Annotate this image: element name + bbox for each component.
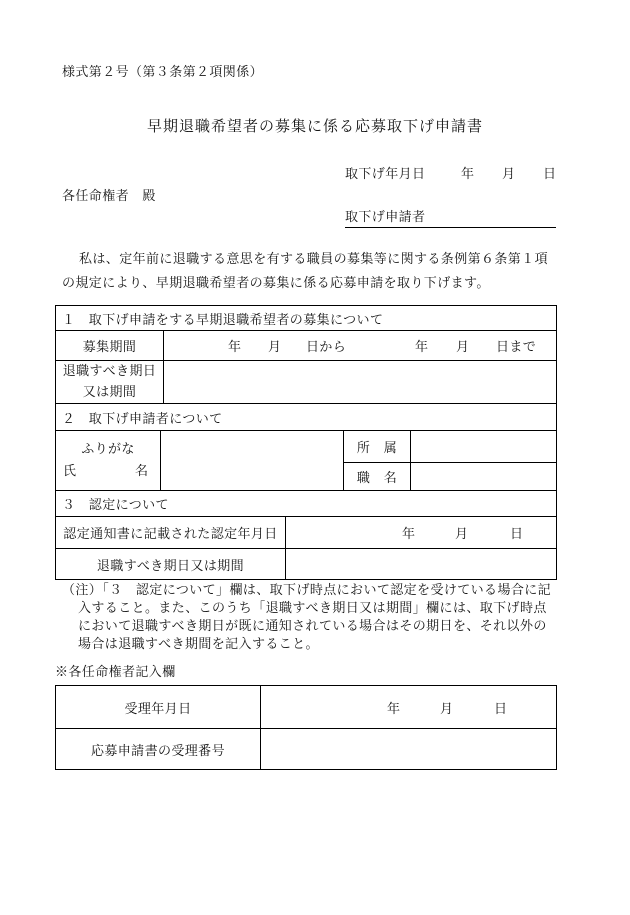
position-label: 職 名 [344, 462, 410, 490]
retirement-date-row [56, 360, 556, 403]
form-title: 早期退職希望者の募集に係る応募取下げ申請書 [146, 117, 483, 135]
certified-retirement-date-row [56, 548, 556, 579]
authority-table [55, 685, 557, 770]
applicant-info-row [56, 430, 556, 490]
receipt-date-row [56, 686, 556, 728]
retirement-date-value [163, 361, 556, 403]
certification-year: 年 [402, 527, 416, 542]
certification-date-label: 認定通知書に記載された認定年月日 [63, 527, 278, 542]
withdrawal-date-label: 取下げ年月日 [345, 167, 426, 182]
receipt-number-row [56, 728, 556, 769]
section-2-heading-row [56, 403, 556, 430]
applicant-label: 取下げ申請者 [345, 210, 426, 225]
authority-section-heading: ※各任命権者記入欄 [55, 665, 176, 680]
recruitment-period-row [56, 330, 556, 360]
addressee: 各任命権者 殿 [62, 189, 156, 204]
section-1-heading: １ 取下げ申請をする早期退職希望者の募集について [62, 312, 384, 328]
application-table [55, 305, 557, 580]
retirement-date-label-line-2: 又は期間 [82, 385, 137, 400]
receipt-number-value [260, 729, 556, 769]
period-to-year: 年 [415, 340, 429, 355]
receipt-date-value [260, 686, 556, 728]
retirement-date-label-line-1: 退職すべき期日 [62, 364, 157, 379]
section-2-heading: ２ 取下げ申請者について [62, 411, 223, 427]
withdrawal-date-month: 月 [502, 167, 516, 182]
statement-line-1: 私は、定年前に退職する意思を有する職員の募集等に関する条例第６条第１項 [79, 252, 549, 267]
receipt-year: 年 [387, 701, 401, 717]
certification-month: 月 [455, 527, 469, 542]
section-3-heading: ３ 認定について [62, 498, 169, 513]
period-to-day: 日まで [496, 340, 537, 355]
period-from-day: 日から [306, 340, 347, 355]
certification-date-value [285, 517, 556, 548]
affiliation-label: 所 属 [356, 441, 398, 456]
name-label: 氏名 [63, 463, 208, 479]
note-line-3: において退職すべき期日が既に通知されている場合はその期日を、それ以外の [78, 619, 547, 634]
note-line-4: 場合は退職すべき期間を記入すること。 [78, 637, 319, 652]
affiliation-position-label-cell [343, 431, 410, 490]
position-value [411, 462, 556, 490]
affiliation-position-value-cell [410, 431, 556, 490]
certification-date-row [56, 516, 556, 548]
affiliation-value [411, 431, 556, 462]
withdrawal-date-day: 日 [543, 167, 557, 182]
name-value [160, 431, 343, 490]
certification-day: 日 [510, 527, 524, 542]
receipt-day: 日 [494, 701, 508, 717]
withdrawal-date-year: 年 [461, 167, 475, 182]
note-line-1: （注）「３ 認定について」欄は、取下げ時点において認定を受けている場合に記 [62, 583, 552, 598]
certified-retirement-date-label: 退職すべき期日又は期間 [96, 558, 245, 574]
period-to-month: 月 [456, 340, 470, 355]
retirement-date-label [56, 361, 163, 403]
receipt-month: 月 [440, 701, 454, 717]
section-3-heading-row [56, 490, 556, 516]
note-line-2: 入すること。また、このうち「退職すべき期日又は期間」欄には、取下げ時点 [78, 601, 547, 616]
section-1-heading-row [56, 306, 556, 330]
receipt-date-label: 受理年月日 [124, 701, 192, 717]
name-label-cell [56, 431, 208, 490]
form-number: 様式第２号（第３条第２項関係） [62, 65, 264, 80]
certified-retirement-date-value [285, 549, 556, 579]
receipt-number-label: 応募申請書の受理番号 [90, 743, 225, 759]
period-from-year: 年 [228, 340, 242, 355]
statement-line-2: の規定により、早期退職希望者の募集に係る応募申請を取り下げます。 [62, 276, 490, 291]
recruitment-period-value [163, 331, 556, 360]
applicant-signature-line [345, 227, 556, 228]
period-from-month: 月 [268, 340, 282, 355]
furigana-label: ふりがな [81, 441, 135, 457]
recruitment-period-label: 募集期間 [82, 340, 137, 355]
